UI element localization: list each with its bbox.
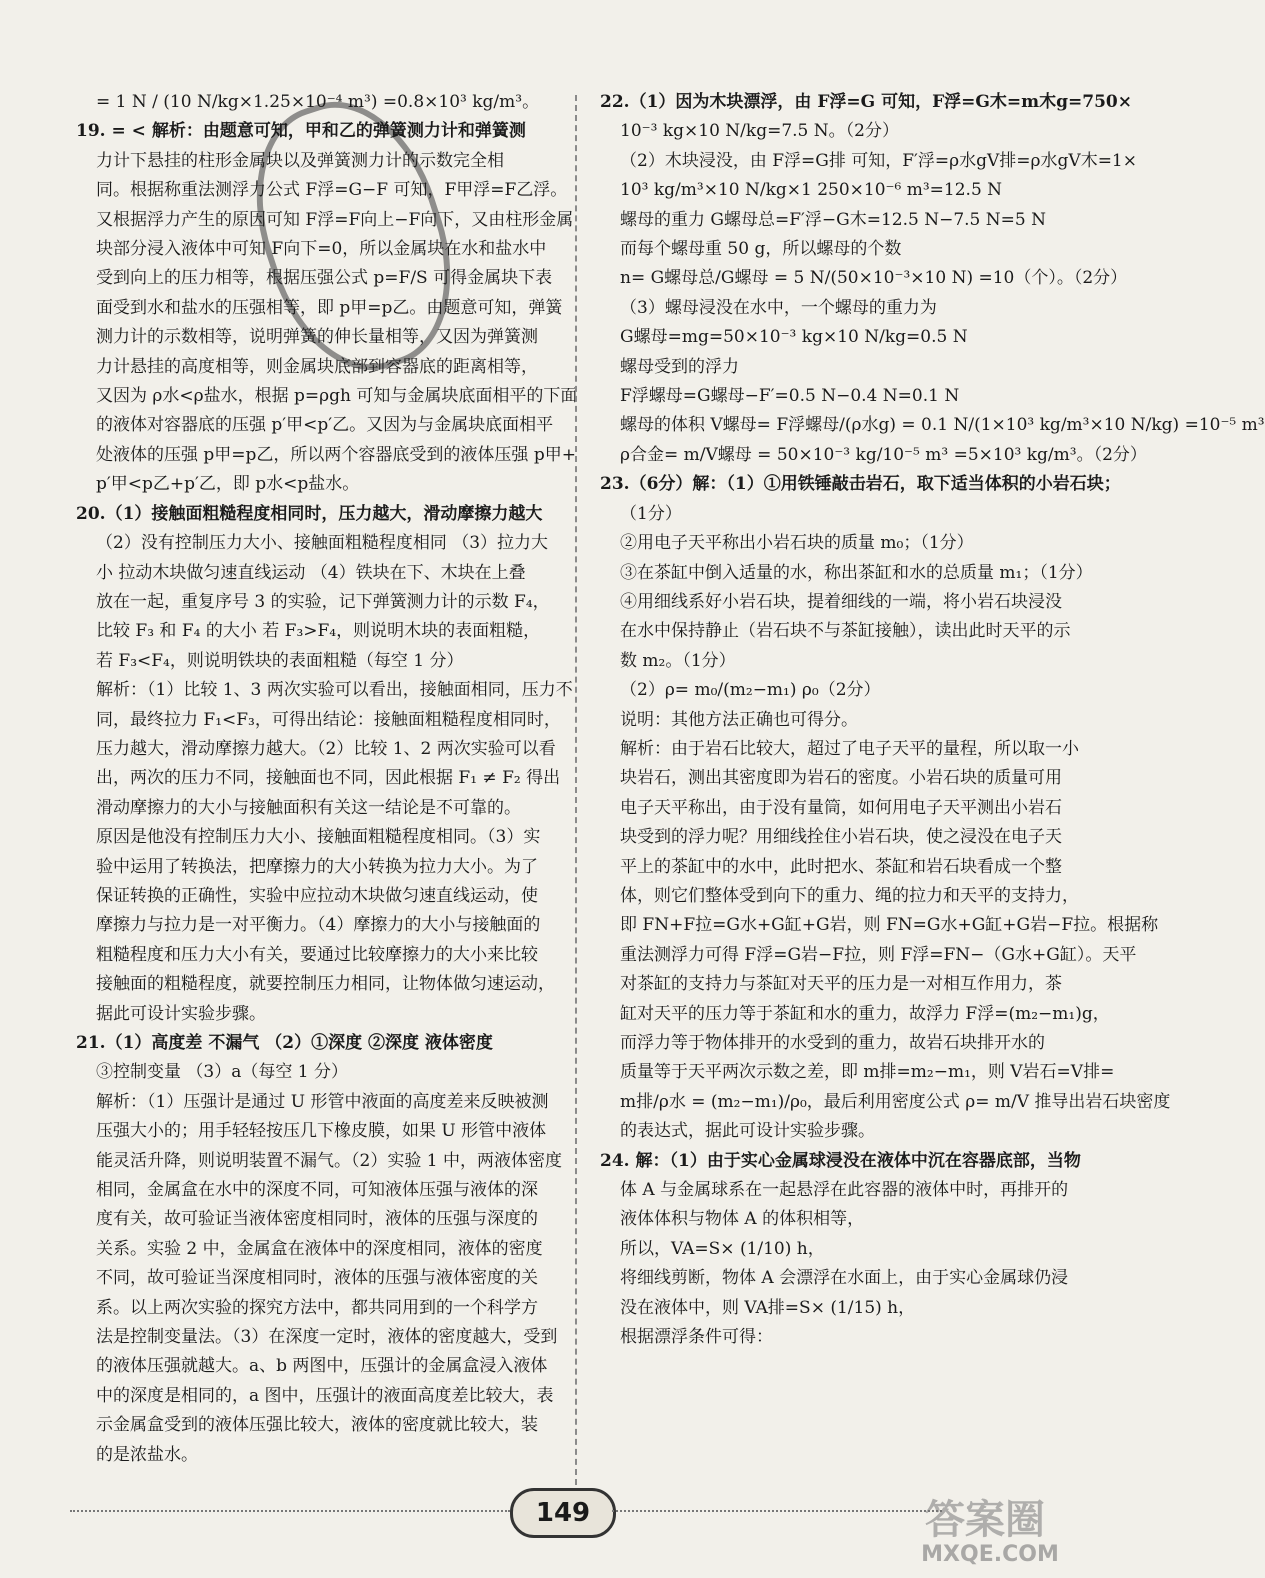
- text-line: 示金属盒受到的液体压强比较大，液体的密度就比较大，装: [96, 1415, 538, 1436]
- text-line: 的液体压强就越大。a、b 两图中，压强计的金属盒浸入液体: [96, 1356, 548, 1377]
- text-line: 液体体积与物体 A 的体积相等，: [620, 1209, 865, 1230]
- text-line: 22.（1）因为木块漂浮，由 F浮=G 可知，F浮=G木=m木g=750×: [600, 92, 1132, 112]
- text-line: 摩擦力与拉力是一对平衡力。（4）摩擦力的大小与接触面的: [96, 915, 541, 936]
- text-line: 对茶缸的支持力与茶缸对天平的压力是一对相互作用力，茶: [620, 974, 1062, 995]
- text-line: m排/ρ水 = (m₂−m₁)/ρ₀，最后利用密度公式 ρ= m/V 推导出岩石块密度: [620, 1091, 1171, 1112]
- text-line: 的表达式，据此可设计实验步骤。: [620, 1121, 875, 1142]
- text-line: n= G螺母总/G螺母 = 5 N/(50×10⁻³×10 N) =10（个）。（2分）: [620, 268, 1128, 289]
- text-line: 又根据浮力产生的原因可知 F浮=F向上−F向下，又由柱形金属: [96, 209, 574, 230]
- text-line: 据此可设计实验步骤。: [96, 1003, 266, 1024]
- text-line: 20.（1）接触面粗糙程度相同时，压力越大，滑动摩擦力越大: [76, 503, 543, 524]
- text-line: 压力越大，滑动摩擦力越大。（2）比较 1、2 两次实验可以看: [96, 738, 556, 759]
- text-line: （3）螺母浸没在水中，一个螺母的重力为: [620, 297, 937, 318]
- text-line: 23.（6分）解：（1）①用铁锤敲击岩石，取下适当体积的小岩石块；: [600, 474, 1121, 495]
- text-line: 螺母受到的浮力: [620, 356, 739, 377]
- text-line: 系。以上两次实验的探究方法中，都共同用到的一个科学方: [96, 1297, 538, 1318]
- text-line: 原因是他没有控制压力大小、接触面粗糙程度相同。（3）实: [96, 827, 541, 848]
- text-line: 同，最终拉力 F₁<F₃，可得出结论：接触面粗糙程度相同时，: [96, 709, 561, 730]
- watermark-logo: 答案圈: [925, 1497, 1045, 1543]
- text-line: 的是浓盐水。: [96, 1444, 198, 1465]
- footer-rule-left: [70, 1510, 510, 1512]
- text-line: 若 F₃<F₄，则说明铁块的表面粗糙（每空 1 分）: [96, 650, 464, 671]
- right-column: [600, 88, 1265, 1458]
- text-line: 不同，故可验证当深度相同时，液体的压强与液体密度的关: [96, 1268, 538, 1289]
- text-line: p′甲<p乙+p′乙，即 p水<p盐水。: [96, 474, 360, 495]
- text-line: 说明：其他方法正确也可得分。: [620, 709, 858, 730]
- text-line: 重法测浮力可得 F浮=G岩−F拉，则 F浮=FN−（G水+G缸）。天平: [620, 944, 1137, 965]
- text-line: 所以，VA=S× (1/10) h，: [620, 1238, 825, 1259]
- text-line: 在水中保持静止（岩石块不与茶缸接触），读出此时天平的示: [620, 621, 1071, 642]
- text-line: 21.（1）高度差 不漏气 （2）①深度 ②深度 液体密度: [76, 1033, 493, 1053]
- text-line: 缸对天平的压力等于茶缸和水的重力，故浮力 F浮=(m₂−m₁)g，: [620, 1003, 1110, 1024]
- text-line: 而浮力等于物体排开的水受到的重力，故岩石块排开水的: [620, 1033, 1045, 1053]
- text-line: 10³ kg/m³×10 N/kg×1 250×10⁻⁶ m³=12.5 N: [620, 180, 1003, 201]
- text-line: 小 拉动木块做匀速直线运动 （4）铁块在下、木块在上叠: [96, 562, 526, 583]
- text-line: 力计悬挂的高度相等，则金属块底部到容器底的距离相等，: [96, 356, 538, 377]
- text-line: ②用电子天平称出小岩石块的质量 m₀；（1分）: [620, 533, 974, 554]
- text-line: ④用细线系好小岩石块，提着细线的一端，将小岩石块浸没: [620, 591, 1062, 612]
- text-line: 力计下悬挂的柱形金属块以及弹簧测力计的示数完全相: [96, 150, 504, 171]
- text-line: 相同，金属盒在水中的深度不同，可知液体压强与液体的深: [96, 1180, 538, 1201]
- text-line: （2）没有控制压力大小、接触面粗糙程度相同 （3）拉力大: [96, 533, 549, 554]
- text-line: 中的深度是相同的，a 图中，压强计的液面高度差比较大，表: [96, 1385, 554, 1406]
- text-line: 平上的茶缸中的水中，此时把水、茶缸和岩石块看成一个整: [620, 856, 1062, 877]
- left-column: [76, 88, 578, 1478]
- text-line: 放在一起，重复序号 3 的实验，记下弹簧测力计的示数 F₄，: [96, 591, 550, 612]
- text-line: 比较 F₃ 和 F₄ 的大小 若 F₃>F₄，则说明木块的表面粗糙，: [96, 621, 541, 642]
- text-line: 将细线剪断，物体 A 会漂浮在水面上，由于实心金属球仍浸: [620, 1268, 1069, 1289]
- text-line: ③控制变量 （3）a（每空 1 分）: [96, 1062, 348, 1083]
- text-line: （2）ρ= m₀/(m₂−m₁) ρ₀（2分）: [620, 680, 881, 701]
- text-line: 的液体对容器底的压强 p′甲<p′乙。又因为与金属块底面相平: [96, 415, 554, 436]
- text-line: 滑动摩擦力的大小与接触面积有关这一结论是不可靠的。: [96, 797, 521, 818]
- text-line: 保证转换的正确性，实验中应拉动木块做匀速直线运动，使: [96, 885, 538, 906]
- text-line: 解析：（1）比较 1、3 两次实验可以看出，接触面相同，压力不: [96, 680, 573, 701]
- watermark-url: MXQE.COM: [921, 1542, 1059, 1567]
- text-line: （1分）: [620, 503, 682, 524]
- text-line: 处液体的压强 p甲=p乙，所以两个容器底受到的液体压强 p甲+: [96, 444, 576, 465]
- text-line: 解析：（1）压强计是通过 U 形管中液面的高度差来反映被测: [96, 1091, 549, 1112]
- text-line: 法是控制变量法。（3）在深度一定时，液体的密度越大，受到: [96, 1327, 558, 1348]
- text-line: 能灵活升降，则说明装置不漏气。（2）实验 1 中，两液体密度: [96, 1150, 562, 1171]
- text-line: 块部分浸入液体中可知 F向下=0，所以金属块在水和盐水中: [96, 239, 547, 260]
- page-number: 149: [510, 1488, 616, 1538]
- text-line: 测力计的示数相等，说明弹簧的伸长量相等，又因为弹簧测: [96, 327, 538, 348]
- text-line: 而每个螺母重 50 g，所以螺母的个数: [620, 239, 902, 260]
- text-line: 解析：由于岩石比较大，超过了电子天平的量程，所以取一小: [620, 738, 1079, 759]
- text-line: 度有关，故可验证当液体密度相同时，液体的压强与深度的: [96, 1209, 538, 1230]
- text-line: = 1 N / (10 N/kg×1.25×10⁻⁴ m³) =0.8×10³ kg/m³。: [96, 92, 540, 112]
- text-line: 受到向上的压力相等，根据压强公式 p=F/S 可得金属块下表: [96, 268, 553, 289]
- text-line: G螺母=mg=50×10⁻³ kg×10 N/kg=0.5 N: [620, 327, 968, 348]
- text-line: 压强大小的；用手轻轻按压几下橡皮膜，如果 U 形管中液体: [96, 1121, 547, 1142]
- text-line: ρ合金= m/V螺母 = 50×10⁻³ kg/10⁻⁵ m³ =5×10³ kg/m³。（2分）: [620, 444, 1147, 465]
- text-line: 19. = < 解析：由题意可知，甲和乙的弹簧测力计和弹簧测: [76, 121, 526, 142]
- text-line: 关系。实验 2 中，金属盒在液体中的深度相同，液体的密度: [96, 1238, 543, 1259]
- text-line: 质量等于天平两次示数之差，即 m排=m₂−m₁，则 V岩石=V排=: [620, 1062, 1115, 1083]
- text-line: 体，则它们整体受到向下的重力、绳的拉力和天平的支持力，: [620, 885, 1079, 906]
- text-line: F浮螺母=G螺母−F′=0.5 N−0.4 N=0.1 N: [620, 386, 960, 407]
- text-line: 块岩石，测出其密度即为岩石的密度。小岩石块的质量可用: [620, 768, 1062, 789]
- text-line: 出，两次的压力不同，接触面也不同，因此根据 F₁ ≠ F₂ 得出: [96, 768, 561, 789]
- text-line: 没在液体中，则 VA排=S× (1/15) h，: [620, 1297, 916, 1318]
- footer-rule-right: [612, 1510, 942, 1512]
- text-line: 数 m₂。（1分）: [620, 650, 736, 671]
- text-line: 根据漂浮条件可得：: [620, 1327, 773, 1348]
- text-line: 面受到水和盐水的压强相等，即 p甲=p乙。由题意可知，弹簧: [96, 297, 563, 318]
- text-line: 又因为 ρ水<ρ盐水，根据 p=ρgh 可知与金属块底面相平的下面: [96, 386, 578, 407]
- text-line: 粗糙程度和压力大小有关，要通过比较摩擦力的大小来比较: [96, 944, 538, 965]
- text-line: ③在茶缸中倒入适量的水，称出茶缸和水的总质量 m₁；（1分）: [620, 562, 1093, 583]
- text-line: 螺母的重力 G螺母总=F′浮−G木=12.5 N−7.5 N=5 N: [620, 209, 1046, 230]
- text-line: 即 FN+F拉=G水+G缸+G岩，则 FN=G水+G缸+G岩−F拉。根据称: [620, 915, 1159, 936]
- text-line: 验中运用了转换法，把摩擦力的大小转换为拉力大小。为了: [96, 856, 538, 877]
- text-line: 同。根据称重法测浮力公式 F浮=G−F 可知，F甲浮=F乙浮。: [96, 180, 568, 201]
- text-line: 24. 解：（1）由于实心金属球浸没在液体中沉在容器底部，当物: [600, 1150, 1081, 1171]
- text-line: 电子天平称出，由于没有量筒，如何用电子天平测出小岩石: [620, 797, 1062, 818]
- text-line: 螺母的体积 V螺母= F浮螺母/(ρ水g) = 0.1 N/(1×10³ kg/m³×10 N/kg) =10⁻⁵ m³: [620, 415, 1265, 436]
- text-line: 10⁻³ kg×10 N/kg=7.5 N。（2分）: [620, 121, 899, 142]
- text-line: 接触面的粗糙程度，就要控制压力相同，让物体做匀速运动，: [96, 974, 555, 995]
- text-line: 块受到的浮力呢？用细线拴住小岩石块，使之浸没在电子天: [620, 827, 1062, 848]
- column-divider: [575, 95, 577, 1495]
- text-line: （2）木块浸没，由 F浮=G排 可知，F′浮=ρ水gV排=ρ水gV木=1×: [620, 150, 1137, 171]
- text-line: 体 A 与金属球系在一起悬浮在此容器的液体中时，再排开的: [620, 1180, 1069, 1201]
